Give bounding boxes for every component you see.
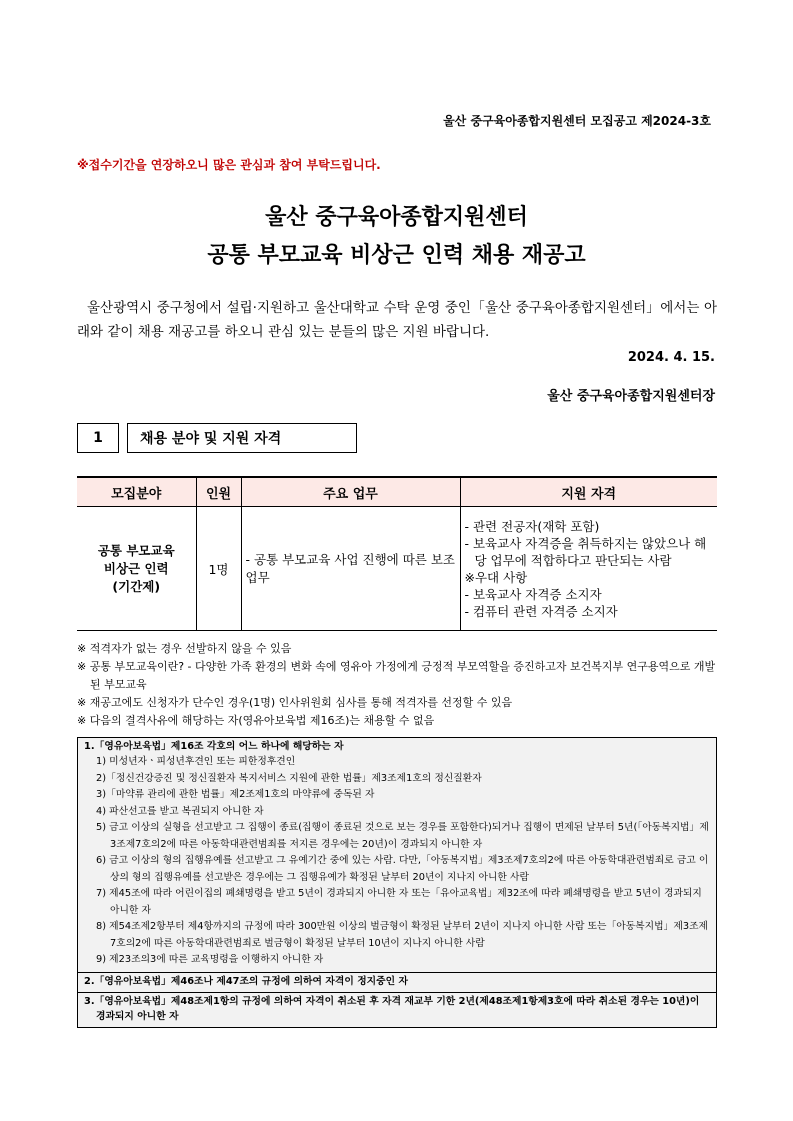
list-item: 9) 제23조의3에 따른 교육명령을 이행하지 아니한 자 — [96, 954, 324, 965]
disqualification-block — [78, 972, 716, 992]
list-item: 3)「마약류 관리에 관한 법률」제2조제1호의 마약류에 중독된 자 — [96, 789, 375, 800]
header-field: 모집분야 — [77, 477, 196, 507]
field-line3: (기간제) — [112, 578, 161, 594]
list-item: 4) 파산선고를 받고 복권되지 아니한 자 — [96, 805, 264, 817]
notes-list — [77, 640, 717, 730]
recruitment-table — [77, 476, 717, 631]
list-item: 7) 제45조에 따라 어린이집의 폐쇄명령을 받고 5년이 경과되지 아니한 자 또는「유아교육법」제32조에 따라 폐쇄명령을 받고 5년이 경과되지 아니한 자 — [96, 888, 702, 916]
title-line2: 공통 부모교육 비상근 인력 채용 재공고 — [207, 243, 586, 268]
header-qualification: 지원 자격 — [460, 477, 717, 507]
field-line1: 공통 부모교육 — [97, 542, 175, 558]
section-number: 1 — [77, 423, 119, 453]
list-item: 2)「정신건강증진 및 정신질환자 복지서비스 지원에 관한 법률」제3조제1호의 정신질환자 — [96, 772, 482, 784]
block-heading: 2.「영유아보육법」제46조나 제47조의 규정에 의하여 자격이 정지중인 자 — [84, 975, 408, 987]
signer: 울산 중구육아종합지원센터장 — [547, 389, 715, 404]
qualification-item: - 컴퓨터 관련 자격증 소지자 — [464, 603, 618, 619]
disqualification-block — [78, 738, 716, 972]
disqualification-box — [77, 737, 717, 1028]
qualification-item: - 보육교사 자격증 소지자 — [464, 586, 602, 602]
disqualification-block — [78, 992, 716, 1027]
block-heading: 1.「영유아보육법」제16조 각호의 어느 하나에 해당하는 자 — [84, 741, 344, 752]
cell-qualifications — [460, 507, 717, 631]
section-title: 채용 분야 및 지원 자격 — [127, 423, 357, 453]
title-line1: 울산 중구육아종합지원센터 — [265, 205, 528, 230]
note-item: ※ 공통 부모교육이란? - 다양한 가족 환경의 변화 속에 영유아 가정에게 긍정적 부모역할을 증진하고자 보건복지부 연구용역으로 개발된 부모교육 — [77, 660, 716, 691]
list-item: 1) 미성년자ㆍ피성년후견인 또는 피한정후견인 — [96, 756, 296, 767]
intro-paragraph: 울산광역시 중구청에서 설립·지원하고 울산대학교 수탁 운영 중인「울산 중구육아종합지원센터」에서는 아래와 같이 채용 재공고를 하오니 관심 있는 분들의 많은 지원 바랍니다. — [77, 300, 717, 340]
notice-number: 울산 중구육아종합지원센터 모집공고 제2024-3호 — [443, 114, 711, 128]
table-header-row — [77, 477, 717, 507]
qualification-item: - 보육교사 자격증을 취득하지는 않았으나 해당 업무에 적합하다고 판단되는 사람 — [464, 535, 707, 568]
announcement-date: 2024. 4. 15. — [627, 350, 715, 365]
cell-count: 1명 — [196, 507, 241, 631]
note-item: ※ 적격자가 없는 경우 선발하지 않을 수 있음 — [77, 642, 292, 655]
cell-field — [77, 507, 196, 631]
extension-note: ※접수기간을 연장하오니 많은 관심과 참여 부탁드립니다. — [77, 158, 381, 172]
cell-duty: - 공통 부모교육 사업 진행에 따른 보조 업무 — [241, 507, 460, 631]
list-item: 5) 금고 이상의 실형을 선고받고 그 집행이 종료(집행이 종료된 것으로 보는 경우를 포함한다)되거나 집행이 면제된 날부터 5년(「아동복지법」제3조제7호의2에 따른 아동학대관련범죄를 저지른 경우에는 20년)이 경과되지 아니한 자 — [96, 822, 709, 850]
qualification-item: - 관련 전공자(재학 포함) — [464, 518, 600, 534]
list-item: 8) 제54조제2항부터 제4항까지의 규정에 따라 300만원 이상의 벌금형이 확정된 날부터 2년이 지나지 아니한 사람 또는「아동복지법」제3조제7호의2에 따른 아동학대관련범죄로 벌금형이 확정된 날부터 10년이 지나지 아니한 사람 — [96, 921, 708, 949]
block-heading: 3.「영유아보육법」제48조제1항의 규정에 의하여 자격이 취소된 후 자격 재교부 기한 2년(제48조제1항제3호에 따라 취소된 경우는 10년)이 경과되지 아니한 자 — [84, 995, 700, 1022]
note-item: ※ 다음의 결격사유에 해당하는 자(영유아보육법 제16조)는 채용할 수 없음 — [77, 714, 435, 727]
preferred-heading: ※우대 사항 — [464, 569, 528, 585]
list-item: 6) 금고 이상의 형의 집행유예를 선고받고 그 유예기간 중에 있는 사람. 다만,「아동복지법」제3조제7호의2에 따른 아동학대관련범죄로 금고 이상의 형의 집행유예를 선고받은 경우에는 그 집행유예가 확정된 날부터 20년이 지나지 아니한 사람 — [96, 855, 709, 883]
header-duty: 주요 업무 — [241, 477, 460, 507]
header-count: 인원 — [196, 477, 241, 507]
table-row — [77, 507, 717, 631]
note-item: ※ 재공고에도 신청자가 단수인 경우(1명) 인사위원회 심사를 통해 적격자를 선정할 수 있음 — [77, 696, 513, 709]
field-line2: 비상근 인력 — [103, 560, 169, 576]
